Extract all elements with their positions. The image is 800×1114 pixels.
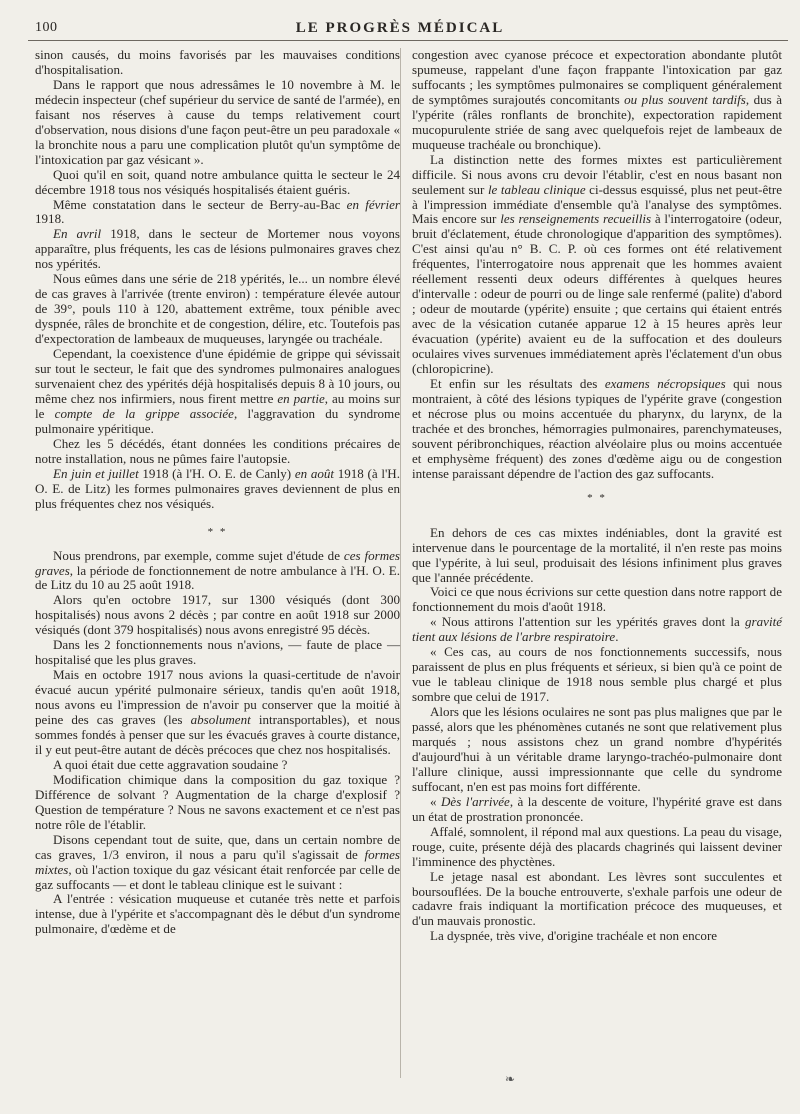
paragraph: Quoi qu'il en soit, quand notre ambulance quitta le secteur le 24 décembre 1918 tous nos vésiqués hospitalisés étaient guéris.: [35, 166, 400, 197]
paragraph: Cependant, la coexistence d'une épidémie de grippe qui sévissait sur tout le secteur, le fait que des syndromes pulmonaires analogues survenaient chez des ypérités déjà hospitalisés depuis 8 à 10 jours, ou même chez nos infirmiers, nous firent mettre en partie, au moins sur le compte de la grippe associée, l'aggravation du syndrome pulmonaire ypéritique.: [35, 346, 400, 436]
paragraph: Affalé, somnolent, il répond mal aux questions. La peau du visage, rouge, cuite, présente déjà des placards chagrinés qui laissent deviner l'imminence des phyctènes.: [412, 823, 782, 869]
journal-title: LE PROGRÈS MÉDICAL: [295, 20, 505, 36]
paragraph: Alors que les lésions oculaires ne sont pas plus malignes que par le passé, alors que les phénomènes cutanés ne sont que relativement plus marqués ; nous assistons chez un grand nombre d'hypérités d'aujourd'hui à un véritable drame laryngo-trachéo-pulmonaire dont l'allure clinique, aussi impressionnante que celle du syndrome suffocant, n'en est pas moins fort différente.: [412, 704, 782, 794]
paragraph: Nous prendrons, par exemple, comme sujet d'étude de ces formes graves, la période de fonctionnement de notre ambulance à l'H. O. E. de Litz du 10 au 25 août 1918.: [35, 547, 400, 593]
paragraph: sinon causés, du moins favorisés par les mauvaises conditions d'hospitalisation.: [35, 47, 400, 77]
column-divider: [400, 48, 401, 1078]
paragraph: Disons cependant tout de suite, que, dans un certain nombre de cas graves, 1/3 environ, il nous a paru qu'il s'agissait de formes mixtes, où l'action toxique du gaz vésicant était renforcée par celle de gaz suffocants — et dont le tableau clinique est le suivant :: [35, 831, 400, 892]
paragraph: Même constatation dans le secteur de Berry-au-Bac en février 1918.: [35, 196, 400, 227]
paragraph: Modification chimique dans la composition du gaz toxique ? Différence de solvant ? Augmentation de la charge d'explosif ? Question de température ? Nous ne savons exactement et ce n'est pas notre rôle de l'établir.: [35, 771, 400, 832]
paragraph: Nous eûmes dans une série de 218 ypérités, le... un nombre élevé de cas graves à l'arrivée (trente environ) : température élevée autour de 39°, pouls 110 à 120, abattement extrême, toux pénible avec dyspnée, râles de bronchite et de congestion, délire, etc. Toutefois pas d'expectoration de lambeaux de muqueuses, laryngée ou trachéale.: [35, 271, 400, 347]
paragraph: Et enfin sur les résultats des examens nécropsiques qui nous montraient, à côté des lésions typiques de l'ypérite grave (congestion et nécrose plus ou moins accentuée du pharynx, du larynx, de la trachée et des bronches, hémorragies pulmonaires, parenchymateuses, souvent péribronchiques, réaction alvéolaire plus ou moins accentuée et emphysème fréquent) des zones d'œdème aigu ou de congestion intense paraissant dépendre de l'action des gaz suffocants.: [412, 375, 783, 481]
paragraph: Dans les 2 fonctionnements nous n'avions, — faute de place — hospitalisé que les plus graves.: [35, 637, 400, 668]
paragraph: La distinction nette des formes mixtes est particulièrement difficile. Si nous avons cru devoir l'établir, c'est en nous basant non seulement sur le tableau clinique ci-dessus esquissé, plus net peut-être à l'impression immédiate d'ensemble qu'à l'analyse des symptômes. Mais encore sur les renseignements recueillis à l'interrogatoire (odeur, bruit d'éclatement, étude chronologique d'apparition des symptômes). C'est ainsi qu'au n° B. C. P. où ces formes ont été relativement fréquentes, l'interrogatoire nous apprenait que les hommes avaient réellement ressenti deux odeurs différentes à quelques heures d'intervalle : odeur de pourri ou de linge sale renfermé (palite) d'abord ; odeur de moutarde (ypérite) ensuite ; que certains qui étaient entrés avec de la vésication cutanée apparue 12 à 15 heures après leur évacuation (ypérite) avaient eu de la suffocation et des douleurs oculaires vives survenues immédiatement après l'éclatement d'un obus (chloropicrine).: [412, 151, 782, 377]
paragraph: Alors qu'en octobre 1917, sur 1300 vésiqués (dont 300 hospitalisés) nous avons 2 décès ; par contre en août 1918 sur 2000 vésiqués (dont 379 hospitalisés) nous avons enregistré 95 décès.: [35, 592, 400, 638]
header-rule: [28, 40, 788, 41]
right-column: [412, 48, 782, 944]
library-stamp-mark: ❧: [505, 1072, 516, 1086]
paragraph: Chez les 5 décédés, étant données les conditions précaires de notre installation, nous ne pûmes faire l'autopsie.: [35, 435, 400, 466]
paragraph: congestion avec cyanose précoce et expectoration abondante plutôt spumeuse, rappelant d'une façon frappante l'intoxication par gaz suffocants ; les symptômes pulmonaires se compliquent généralement de symptômes surajoutés concomitants ou plus souvent tardifs, dus à l'ypérite (râles ronflants de bronchite), expectoration rapidement mucopurulente striée de sang avec quelquefois rejet de lambeaux de muqueuse trachéale ou bronchique).: [412, 47, 783, 152]
paragraph: Mais en octobre 1917 nous avions la quasi-certitude de n'avoir évacué aucun ypérité pulmonaire sérieux, tandis qu'en août 1918, nous avons eu l'impression de n'avoir pu conserver que la moitié à peine des cas graves (les absolument intransportables), et nous sommes fondés à penser que sur les évacués graves à courte distance, il y eut peut-être autant de décès précoces que chez nos hospitalisés.: [35, 667, 400, 757]
paragraph: A l'entrée : vésication muqueuse et cutanée très nette et parfois intense, due à l'ypérite et s'accompagnant dès le début d'un syndrome pulmonaire, d'œdème et de: [35, 891, 400, 937]
paragraph: « Nous attirons l'attention sur les ypérités graves dont la gravité tient aux lésions de l'arbre respiratoire.: [412, 614, 782, 645]
paragraph: En juin et juillet 1918 (à l'H. O. E. de Canly) en août 1918 (à l'H. O. E. de Litz) les formes pulmonaires graves deviennent de plus en plus fréquentes chez nos vésiqués.: [35, 465, 400, 511]
paragraph: Dans le rapport que nous adressâmes le 10 novembre à M. le médecin inspecteur (chef supérieur du service de santé de l'armée), en faisant nos réserves à cause du temps relativement court d'observation, nous disions d'une façon peut-être un peu paradoxale « la bronchite nous a paru une complication plutôt qu'un symptôme de l'intoxication par gaz vésicant ».: [35, 76, 400, 167]
page-header: [0, 0, 800, 40]
section-separator: * *: [587, 491, 607, 504]
paragraph: La dyspnée, très vive, d'origine trachéale et non encore: [430, 928, 718, 944]
paragraph: Voici ce que nous écrivions sur cette question dans notre rapport de fonctionnement du mois d'août 1918.: [412, 584, 782, 615]
paragraph: « Ces cas, au cours de nos fonctionnements successifs, nous paraissent de plus en plus fréquents et sérieux, si bien qu'à ce point de vue le tableau clinique de 1918 nous semble plus chargé et plus sombre que celui de 1917.: [412, 644, 782, 705]
section-separator: * *: [207, 525, 228, 538]
paragraph: « Dès l'arrivée, à la descente de voiture, l'hypérité grave est dans un état de prostration prononcée.: [412, 793, 782, 824]
paragraph: En avril 1918, dans le secteur de Mortemer nous voyons apparaître, plus fréquents, les cas de lésions pulmonaires graves chez nos ypérités.: [35, 226, 400, 272]
paragraph: Le jetage nasal est abondant. Les lèvres sont succulentes et boursouflées. De la bouche entrouverte, s'exhale parfois une odeur de cadavre frais indiquant la mortification précoce des muqueuses, et d'un mauvais pronostic.: [412, 868, 782, 929]
page-number: 100: [35, 20, 58, 35]
paragraph: A quoi était due cette aggravation soudaine ?: [53, 756, 288, 772]
paragraph: En dehors de ces cas mixtes indéniables, dont la gravité est intervenue dans le pourcentage de la mortalité, il n'en reste pas moins que l'ypérite, à lui seul, produisait des lésions infiniment plus graves que l'année précédente.: [412, 524, 782, 585]
left-column: [35, 48, 400, 937]
